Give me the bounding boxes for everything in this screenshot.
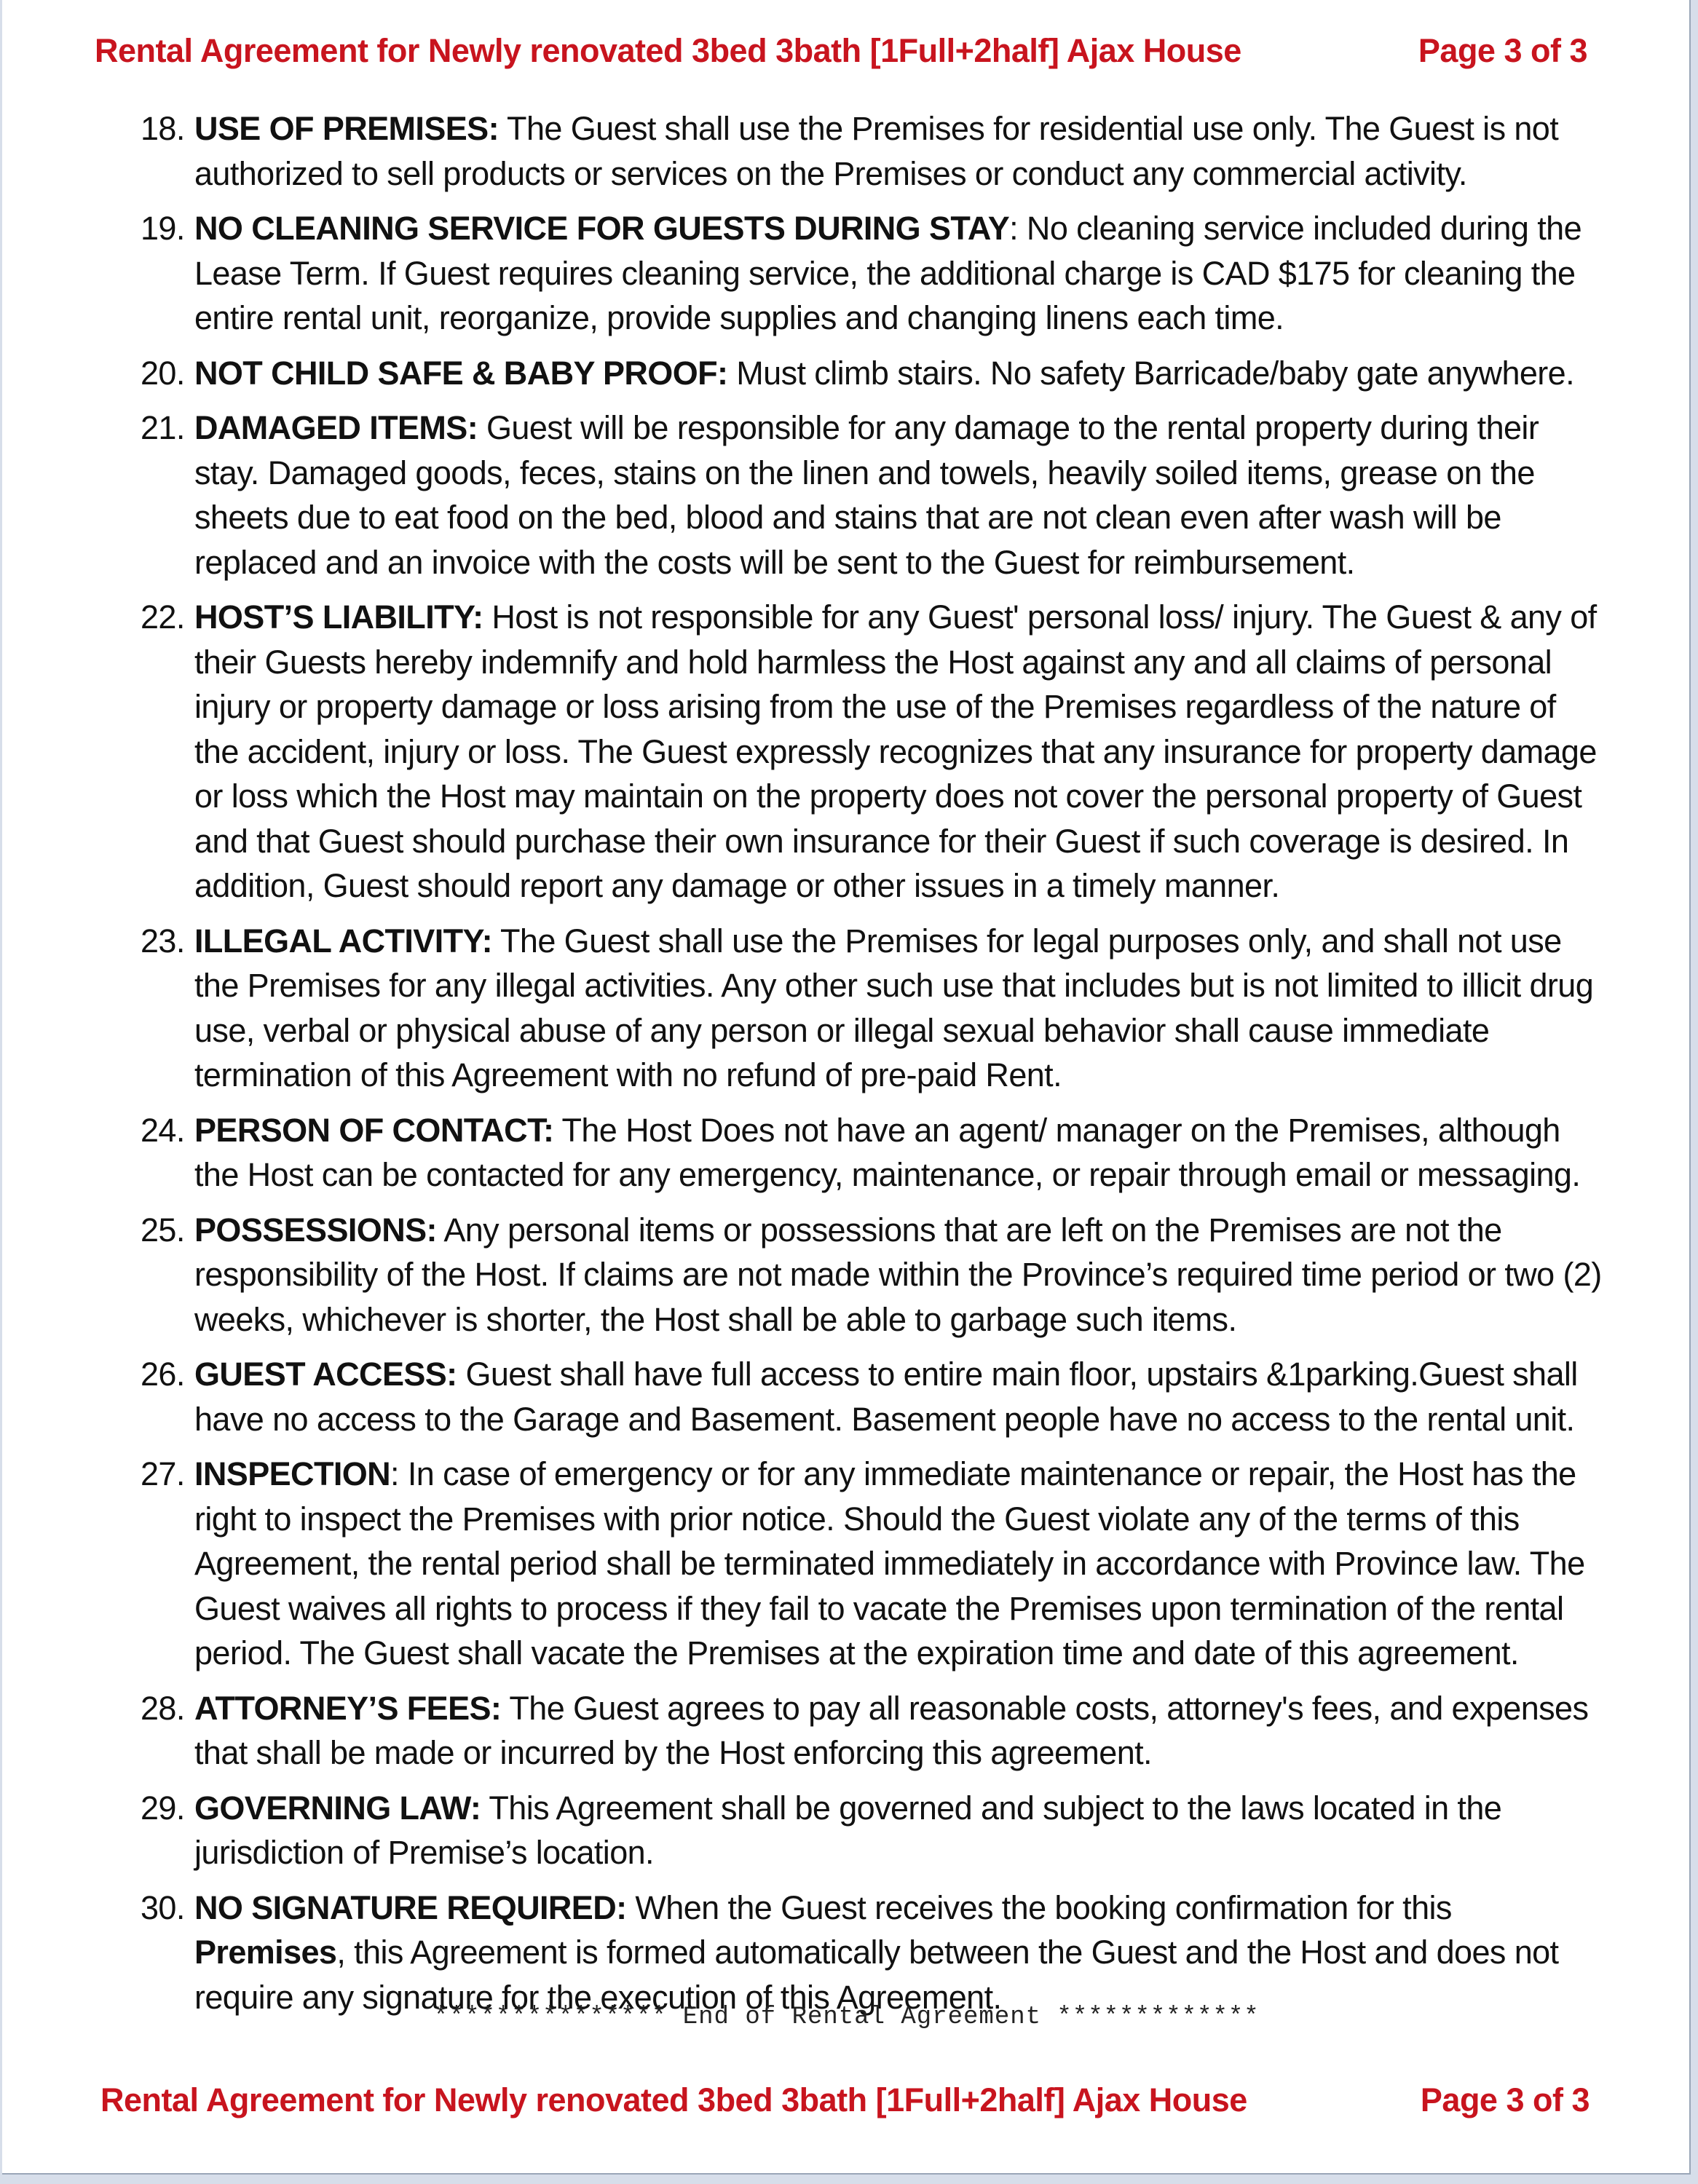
clause-text: When the Guest receives the booking confirmation for this bbox=[626, 1888, 1452, 1926]
clause-title: DAMAGED ITEMS: bbox=[194, 409, 478, 446]
clause-text: Guest will be responsible for any damage to the rental property during their stay. Damaged goods, feces, stains on the linen and towels, heavily soiled items, grease on the sheets due to eat food on the bed, blood and stains that are not clean even after wash will be replaced and an invoice with the costs will be sent to the Guest for reimbursement. bbox=[194, 409, 1539, 581]
clause-29 bbox=[141, 1786, 1604, 1875]
clause-number: 24. bbox=[141, 1111, 185, 1149]
clause-title: INSPECTION bbox=[194, 1455, 391, 1492]
page-footer bbox=[100, 2078, 1590, 2122]
clause-27 bbox=[141, 1452, 1604, 1676]
footer-title: Rental Agreement for Newly renovated 3bed 3bath [1Full+2half] Ajax House bbox=[100, 2081, 1247, 2118]
header-title: Rental Agreement for Newly renovated 3bed 3bath [1Full+2half] Ajax House bbox=[95, 32, 1241, 69]
clause-title: USE OF PREMISES: bbox=[194, 110, 499, 147]
footer-page-number: Page 3 of 3 bbox=[1420, 2081, 1590, 2118]
clause-title: ILLEGAL ACTIVITY: bbox=[194, 922, 492, 960]
clause-text: : No cleaning service included during the Lease Term. If Guest requires cleaning service, the additional charge is CAD $175 for cleaning the entire rental unit, reorganize, provide supplies and changing linens each time. bbox=[194, 210, 1582, 336]
clause-list bbox=[141, 106, 1604, 2030]
clause-text: Any personal items or possessions that are left on the Premises are not the responsibility of the Host. If claims are not made within the Province’s required time period or two (2) weeks, whichever is shorter, the Host shall be able to garbage such items. bbox=[194, 1211, 1602, 1338]
clause-23 bbox=[141, 919, 1604, 1098]
clause-21 bbox=[141, 405, 1604, 585]
clause-text: : In case of emergency or for any immediate maintenance or repair, the Host has the right to inspect the Premises with prior notice. Should the Guest violate any of the terms of this Agreement, the rental period shall be terminated immediately in accordance with Province law. The Guest waives all rights to process if they fail to vacate the Premises upon termination of the rental period. The Guest shall vacate the Premises at the expiration time and date of this agreement. bbox=[194, 1455, 1585, 1671]
clause-number: 28. bbox=[141, 1689, 185, 1727]
clause-number: 18. bbox=[141, 110, 185, 147]
clause-19 bbox=[141, 206, 1604, 341]
clause-number: 19. bbox=[141, 210, 185, 247]
clause-number: 26. bbox=[141, 1356, 185, 1393]
clause-20 bbox=[141, 351, 1604, 396]
clause-number: 20. bbox=[141, 354, 185, 392]
clause-25 bbox=[141, 1208, 1604, 1342]
clause-title: HOST’S LIABILITY: bbox=[194, 598, 483, 636]
document-page bbox=[2, 0, 1691, 2175]
clause-28 bbox=[141, 1686, 1604, 1776]
clause-number: 22. bbox=[141, 598, 185, 636]
clause-text: Must climb stairs. No safety Barricade/baby gate anywhere. bbox=[727, 354, 1575, 392]
clause-title: NOT CHILD SAFE & BABY PROOF: bbox=[194, 354, 728, 392]
clause-title: PERSON OF CONTACT: bbox=[194, 1111, 554, 1149]
clause-text: The Guest shall use the Premises for legal purposes only, and shall not use the Premises for any illegal activities. Any other such use that includes but is not limited to illicit drug use, verbal or physical abuse of any person or illegal sexual behavior shall cause immediate termination of this Agreement with no refund of pre-paid Rent. bbox=[194, 922, 1594, 1093]
clause-title: NO CLEANING SERVICE FOR GUESTS DURING STAY bbox=[194, 210, 1010, 247]
clause-number: 25. bbox=[141, 1211, 185, 1249]
clause-text: Guest shall have full access to entire main floor, upstairs &1parking.Guest shall have no access to the Garage and Basement. Basement people have no access to the rental unit. bbox=[194, 1356, 1578, 1438]
clause-24 bbox=[141, 1108, 1604, 1198]
clause-title: POSSESSIONS: bbox=[194, 1211, 437, 1249]
clause-18 bbox=[141, 106, 1604, 196]
clause-text: The Guest shall use the Premises for residential use only. The Guest is not authorized to sell products or services on the Premises or conduct any commercial activity. bbox=[194, 110, 1559, 192]
clause-number: 23. bbox=[141, 922, 185, 960]
page-header bbox=[95, 29, 1587, 73]
end-of-agreement-marker: *************** End of Rental Agreement ************* bbox=[433, 2003, 1260, 2031]
clause-text: The Host Does not have an agent/ manager on the Premises, although the Host can be contacted for any emergency, maintenance, or repair through email or messaging. bbox=[194, 1111, 1581, 1193]
clause-title: NO SIGNATURE REQUIRED: bbox=[194, 1888, 627, 1926]
clause-22 bbox=[141, 595, 1604, 909]
clause-30 bbox=[141, 1886, 1604, 2020]
clause-text: This Agreement shall be governed and subject to the laws located in the jurisdiction of Premise’s location. bbox=[194, 1789, 1502, 1871]
header-page-number: Page 3 of 3 bbox=[1418, 32, 1587, 69]
clause-title: ATTORNEY’S FEES: bbox=[194, 1689, 502, 1727]
clause-bold-term: Premises bbox=[194, 1934, 337, 1971]
clause-text: Host is not responsible for any Guest' personal loss/ injury. The Guest & any of their Guests hereby indemnify and hold harmless the Host against any and all claims of personal injury or property damage or loss arising from the use of the Premises regardless of the nature of the accident, injury or loss. The Guest expressly recognizes that any insurance for property damage or loss which the Host may maintain on the property does not cover the personal property of Guest and that Guest should purchase their own insurance for their Guest if such coverage is desired. In addition, Guest should report any damage or other issues in a timely manner. bbox=[194, 598, 1597, 904]
clause-number: 21. bbox=[141, 409, 185, 446]
clause-text-continued: , this Agreement is formed automatically between the Guest and the Host and does not require any signature for the execution of this Agreement. bbox=[194, 1934, 1559, 2016]
clause-number: 27. bbox=[141, 1455, 185, 1492]
clause-title: GUEST ACCESS: bbox=[194, 1356, 457, 1393]
clause-number: 29. bbox=[141, 1789, 185, 1827]
clause-number: 30. bbox=[141, 1888, 185, 1926]
clause-26 bbox=[141, 1352, 1604, 1441]
clause-title: GOVERNING LAW: bbox=[194, 1789, 481, 1827]
clause-text: The Guest agrees to pay all reasonable costs, attorney's fees, and expenses that shall be made or incurred by the Host enforcing this agreement. bbox=[194, 1689, 1589, 1771]
